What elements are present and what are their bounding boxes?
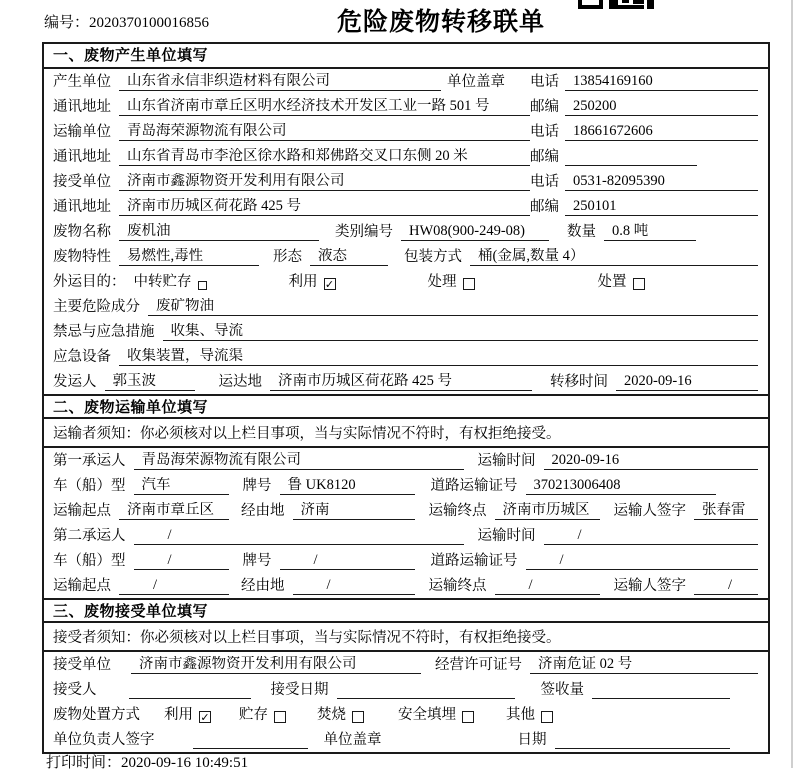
transporter-zip-group <box>530 145 758 169</box>
producer-row <box>44 69 768 94</box>
route2-end-label: 运输终点 <box>428 578 487 594</box>
sign-date-label: 日期 <box>517 732 547 748</box>
producer-phone-value: 13854169160 <box>565 73 758 91</box>
vehicle1-permit-value: 370213006408 <box>526 477 717 495</box>
producer-zip-value: 250200 <box>565 98 758 116</box>
carrier1-time-label: 运输时间 <box>477 453 536 469</box>
carrier1-label: 第一承运人 <box>53 453 126 469</box>
route2-sign-value: / <box>694 577 758 595</box>
carrier1-value: 青岛海荣源物流有限公司 <box>134 452 464 470</box>
taboo-measures-value: 收集、导流 <box>163 323 759 341</box>
hazard-component-row <box>44 294 768 319</box>
route1-via-label: 经由地 <box>241 503 285 519</box>
accept-person-row <box>44 677 768 702</box>
section3-header: 三、废物接受单位填写 <box>44 598 768 623</box>
receiver-unit-label: 接受单位 <box>53 174 111 190</box>
transporter-phone-value: 18661672606 <box>565 123 758 141</box>
accept-person-value <box>129 683 251 699</box>
carrier2-label: 第二承运人 <box>53 528 126 544</box>
waste-category-value: HW08(900-249-08) <box>401 223 549 241</box>
route1-sign-label: 运输人签字 <box>613 503 686 519</box>
producer-phone-group <box>530 70 758 94</box>
vehicle1-type-label: 车（船）型 <box>53 478 126 494</box>
disposal-method-label: 废物处置方式 <box>53 707 140 723</box>
purpose-option-treat-label: 处理 <box>427 274 457 290</box>
waste-traits-row <box>44 244 768 269</box>
document-number-label: 编号： <box>44 15 90 31</box>
vehicle1-type-value: 汽车 <box>134 477 229 495</box>
producer-zip-group <box>530 95 758 119</box>
taboo-measures-label: 禁忌与应急措施 <box>53 324 155 340</box>
transporter-phone-group <box>530 120 758 144</box>
transporter-notice-text: 运输者须知：你必须核对以上栏目事项，当与实际情况不符时，有权拒绝接受。 <box>53 426 561 442</box>
receiver-address-value: 济南市历城区荷花路 425 号 <box>119 198 530 216</box>
manifest-form <box>42 42 770 754</box>
route2-start-label: 运输起点 <box>53 578 111 594</box>
vehicle2-permit-label: 道路运输证号 <box>430 553 518 569</box>
destination-label: 运达地 <box>218 374 262 390</box>
disposal-other-checkbox <box>541 711 553 723</box>
document-number <box>44 11 209 32</box>
waste-traits-label: 废物特性 <box>53 249 111 265</box>
accept-date-value <box>337 683 515 699</box>
route2-sign-label: 运输人签字 <box>613 578 686 594</box>
producer-address-label: 通讯地址 <box>53 99 111 115</box>
receiver-phone-group <box>530 170 758 194</box>
producer-address-row <box>44 94 768 119</box>
responsible-sign-value <box>193 733 308 749</box>
carrier2-time-label: 运输时间 <box>477 528 536 544</box>
dispatcher-label: 发运人 <box>53 374 97 390</box>
responsible-sign-label: 单位负责人签字 <box>53 732 155 748</box>
route1-end-label: 运输终点 <box>428 503 487 519</box>
dispatcher-value: 郭玉波 <box>105 373 195 391</box>
vehicle1-plate-label: 牌号 <box>242 478 272 494</box>
receiver-address-label: 通讯地址 <box>53 199 111 215</box>
packing-value: 桶(金属,数量 4） <box>470 248 758 266</box>
receiver-unit-value: 济南市鑫源物资开发利用有限公司 <box>119 173 530 191</box>
vehicle2-permit-value: / <box>526 552 759 570</box>
unit-seal-label: 单位盖章 <box>323 732 382 748</box>
received-quantity-value <box>592 683 730 699</box>
receiver-zip-group <box>530 195 758 219</box>
qr-code-fragment-icon <box>578 0 654 11</box>
receiver-zip-value: 250101 <box>565 198 758 216</box>
waste-quantity-label: 数量 <box>567 224 596 240</box>
print-time-value: 2020-09-16 10:49:51 <box>121 755 249 771</box>
vehicle2-type-value: / <box>134 552 229 570</box>
sign-date-value <box>555 733 731 749</box>
hazard-component-value: 废矿物油 <box>148 298 758 316</box>
vehicle1-permit-label: 道路运输证号 <box>430 478 518 494</box>
transporter-phone-label: 电话 <box>530 124 559 140</box>
utilize-checkbox: ✓ <box>324 277 335 291</box>
received-quantity-label: 签收量 <box>540 682 584 698</box>
print-time <box>46 751 248 772</box>
disposal-other-label: 其他 <box>506 707 535 723</box>
transporter-address-row <box>44 144 768 169</box>
purpose-option-utilize-label: 利用 <box>288 274 318 290</box>
route1-via-value: 济南 <box>293 502 415 520</box>
treat-checkbox <box>463 278 475 290</box>
vehicle1-plate-value: 鲁 UK8120 <box>280 477 415 495</box>
transporter-zip-label: 邮编 <box>530 149 559 165</box>
route2-via-value: / <box>293 577 415 595</box>
section1-header: 一、废物产生单位填写 <box>44 44 768 69</box>
transfer-storage-checkbox <box>198 281 207 290</box>
transfer-time-label: 转移时间 <box>550 374 608 390</box>
responsible-sign-row <box>44 727 768 752</box>
producer-label: 产生单位 <box>53 74 111 90</box>
waste-quantity-value: 0.8 吨 <box>604 223 696 241</box>
document-number-value: 2020370100016856 <box>89 15 210 31</box>
producer-address-value: 山东省济南市章丘区明水经济技术开发区工业一路 501 号 <box>119 98 530 116</box>
route1-row <box>44 498 768 523</box>
disposal-incinerate-checkbox <box>352 711 364 723</box>
purpose-option-dispose-label: 处置 <box>597 274 627 290</box>
emergency-equipment-label: 应急设备 <box>53 349 111 365</box>
receiver-phone-value: 0531-82095390 <box>565 173 758 191</box>
transporter-notice-row <box>44 419 768 448</box>
dispose-checkbox <box>633 278 645 290</box>
carrier2-row <box>44 523 768 548</box>
disposal-incinerate-label: 焚烧 <box>317 707 346 723</box>
disposal-utilize-label: 利用 <box>164 707 193 723</box>
route2-start-value: / <box>119 577 229 595</box>
accept-date-label: 接受日期 <box>270 682 329 698</box>
outbound-purpose-row <box>44 269 768 294</box>
transporter-address-label: 通讯地址 <box>53 149 111 165</box>
section2-header: 二、废物运输单位填写 <box>44 394 768 419</box>
emergency-equipment-value: 收集装置，导流渠 <box>119 348 758 366</box>
accept-unit-label: 接受单位 <box>53 657 111 673</box>
disposal-method-row <box>44 702 768 727</box>
waste-traits-value: 易燃性,毒性 <box>119 248 259 266</box>
route2-via-label: 经由地 <box>241 578 285 594</box>
waste-form-value: 液态 <box>310 248 388 266</box>
carrier2-time-value: / <box>544 527 759 545</box>
waste-name-label: 废物名称 <box>53 224 111 240</box>
dispatch-row <box>44 369 768 394</box>
page-title: 危险废物转移联单 <box>337 7 546 36</box>
carrier1-time-value: 2020-09-16 <box>544 452 759 470</box>
producer-seal-label: 单位盖章 <box>447 74 505 90</box>
disposal-store-checkbox <box>274 711 286 723</box>
waste-form-label: 形态 <box>273 249 302 265</box>
packing-label: 包装方式 <box>404 249 462 265</box>
vehicle2-row <box>44 548 768 573</box>
disposal-landfill-label: 安全填埋 <box>398 707 456 723</box>
vehicle2-type-label: 车（船）型 <box>53 553 126 569</box>
receiver-phone-label: 电话 <box>530 174 559 190</box>
carrier1-row <box>44 448 768 473</box>
producer-zip-label: 邮编 <box>530 99 559 115</box>
taboo-measures-row <box>44 319 768 344</box>
receiver-zip-label: 邮编 <box>530 199 559 215</box>
hazard-component-label: 主要危险成分 <box>53 299 140 315</box>
route2-end-value: / <box>495 577 600 595</box>
vehicle2-plate-value: / <box>280 552 415 570</box>
print-time-label: 打印时间： <box>46 755 122 771</box>
disposal-landfill-checkbox <box>462 711 474 723</box>
receiver-notice-row <box>44 623 768 652</box>
purpose-label: 外运目的： <box>53 274 126 290</box>
producer-phone-label: 电话 <box>530 74 559 90</box>
route1-start-value: 济南市章丘区 <box>119 502 229 520</box>
vehicle1-row <box>44 473 768 498</box>
license-value: 济南危证 02 号 <box>530 656 758 674</box>
transporter-unit-value: 青岛海荣源物流有限公司 <box>119 123 530 141</box>
transporter-address-value: 山东省青岛市李沧区徐水路和郑佛路交叉口东侧 20 米 <box>119 148 530 166</box>
waste-category-label: 类别编号 <box>335 224 393 240</box>
license-label: 经营许可证号 <box>435 657 522 673</box>
disposal-store-label: 贮存 <box>239 707 268 723</box>
route2-row <box>44 573 768 598</box>
transporter-row <box>44 119 768 144</box>
accept-unit-value: 济南市鑫源物资开发利用有限公司 <box>131 656 421 674</box>
route1-start-label: 运输起点 <box>53 503 111 519</box>
receiver-address-row <box>44 194 768 219</box>
transporter-zip-value <box>565 150 697 166</box>
transfer-time-value: 2020-09-16 <box>616 373 758 391</box>
accept-unit-row <box>44 652 768 677</box>
transporter-unit-label: 运输单位 <box>53 124 111 140</box>
route1-sign-value: 张春雷 <box>694 502 758 520</box>
waste-name-row <box>44 219 768 244</box>
disposal-utilize-checkbox: ✓ <box>200 710 210 724</box>
carrier2-value: / <box>134 527 464 545</box>
emergency-equipment-row <box>44 344 768 369</box>
waste-name-value: 废机油 <box>119 223 319 241</box>
receiver-notice-text: 接受者须知：你必须核对以上栏目事项，当与实际情况不符时，有权拒绝接受。 <box>53 630 561 646</box>
receiver-row <box>44 169 768 194</box>
route1-end-value: 济南市历城区 <box>495 502 600 520</box>
accept-person-label: 接受人 <box>53 682 97 698</box>
destination-value: 济南市历城区荷花路 425 号 <box>270 373 532 391</box>
scan-edge-artifact <box>791 0 793 768</box>
vehicle2-plate-label: 牌号 <box>242 553 272 569</box>
producer-value: 山东省永信非织造材料有限公司 <box>119 73 441 91</box>
purpose-option-transfer-label: 中转贮存 <box>133 274 192 290</box>
